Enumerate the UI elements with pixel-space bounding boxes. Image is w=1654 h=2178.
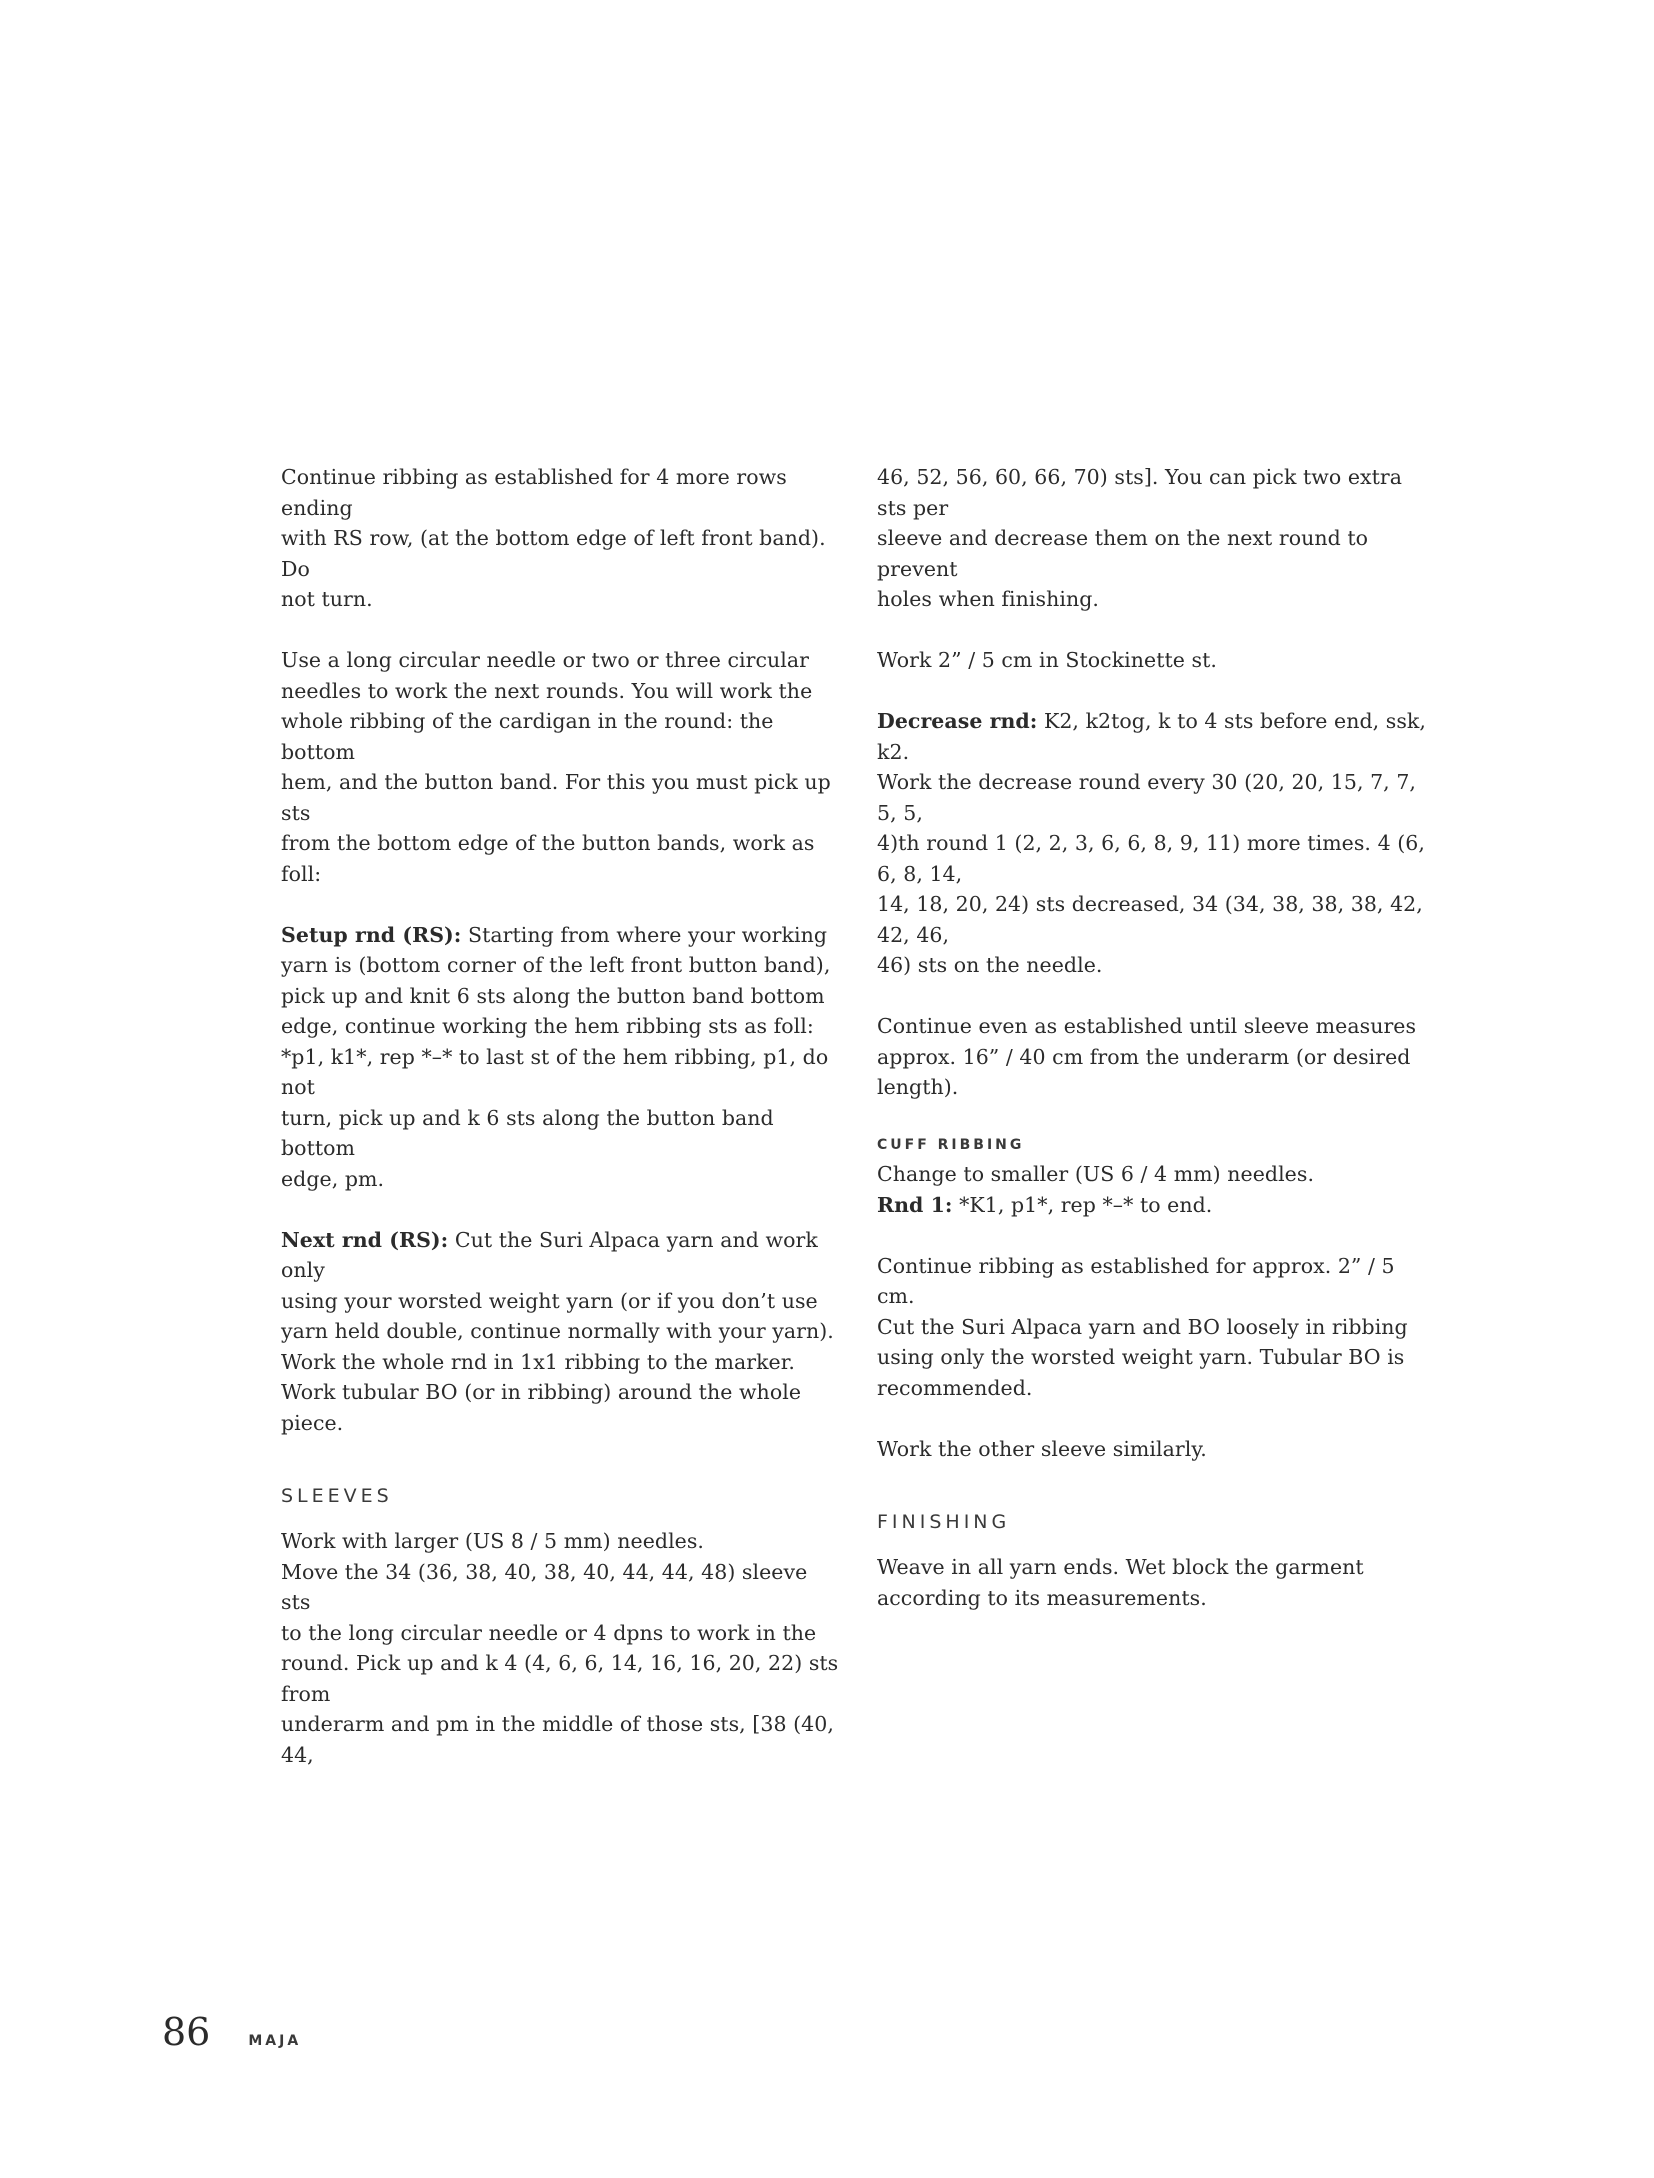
next-round-label: Next rnd (RS): [281,1227,449,1252]
paragraph-decrease-round [877,706,1437,981]
left-column [281,462,841,1801]
round-one-label: Rnd 1: [877,1192,953,1217]
next-round-text: Cut the Suri Alpaca yarn and work only using your worsted weight yarn (or if you don’t use yarn held double, continue normally with your yarn). Work the whole rnd in 1x1 ribbing to the marker. Work tubular BO (or in ribbing) around the whole piece. [281,1227,834,1435]
setup-round-text: Starting from where your working yarn is (bottom corner of the left front button band), pick up and knit 6 sts along the button band bottom edge, continue working the hem ribbing sts as foll: *p1, k1*, rep *–* to last st of the hem ribbing, p1, do not turn, pick up and k 6 sts along the button band bottom edge, pm. [281,922,831,1191]
paragraph-continue-ribbing: Continue ribbing as established for 4 more rows ending with RS row, (at the bottom edge of left front band). Do not turn. [281,465,826,611]
page-footer [162,2010,301,2054]
sleeves-heading: SLEEVES [281,1485,393,1507]
paragraph-other-sleeve: Work the other sleeve similarly. [877,1436,1207,1461]
paragraph-sleeves-setup: Work with larger (US 8 / 5 mm) needles. Move the 34 (36, 38, 40, 38, 40, 44, 44, 48) sleeve sts to the long circular needle or 4 dpns to work in the round. Pick up and k 4 (4, 6, 6, 14, 16, 16, 20, 22) sts from underarm and pm in the middle of those sts, [38 (40, 44, [281,1529,839,1767]
paragraph-smaller-needles: Change to smaller (US 6 / 4 mm) needles. [877,1162,1315,1186]
paragraph-circular-needle: Use a long circular needle or two or three circular needles to work the next rounds. You will work the whole ribbing of the cardigan in the round: the bottom hem, and the button band. For this you must pick up sts from the bottom edge of the button bands, work as foll: [281,648,831,886]
paragraph-next-round [281,1225,841,1439]
cuff-ribbing-heading: CUFF RIBBING [877,1137,1025,1153]
paragraph-setup-round [281,920,841,1195]
paragraph-stockinette: Work 2” / 5 cm in Stockinette st. [877,648,1217,672]
book-title: MAJA [248,2033,302,2049]
paragraph-finishing: Weave in all yarn ends. Wet block the garment according to its measurements. [877,1555,1364,1610]
paragraph-bind-off: Continue ribbing as established for approx. 2” / 5 cm. Cut the Suri Alpaca yarn and BO loosely in ribbing using only the worsted weight yarn. Tubular BO is recommended. [877,1253,1408,1400]
finishing-heading: FINISHING [877,1511,1011,1533]
paragraph-sleeve-sts: 46, 52, 56, 60, 66, 70) sts]. You can pick two extra sts per sleeve and decrease them on the next round to prevent holes when finishing. [877,465,1403,611]
round-one-text: *K1, p1*, rep *–* to end. [952,1192,1213,1217]
paragraph-round-one [877,1190,1437,1221]
decrease-round-text: K2, k2tog, k to 4 sts before end, ssk, k2. Work the decrease round every 30 (20, 20, 15, 7, 7, 5, 5, 4)th round 1 (2, 2, 3, 6, 6, 8, 9, 11) more times. 4 (6, 6, 8, 14, 14, 18, 20, 24) sts decreased, 34 (34, 38, 38, 38, 42, 42, 46, 46) sts on the needle. [877,709,1426,977]
paragraph-continue-even: Continue even as established until sleeve measures approx. 16” / 40 cm from the underarm (or desired length). [877,1014,1417,1099]
right-column [877,462,1437,1644]
setup-round-label: Setup rnd (RS): [281,922,462,947]
decrease-round-label: Decrease rnd: [877,709,1038,733]
page-number: 86 [162,2010,211,2054]
